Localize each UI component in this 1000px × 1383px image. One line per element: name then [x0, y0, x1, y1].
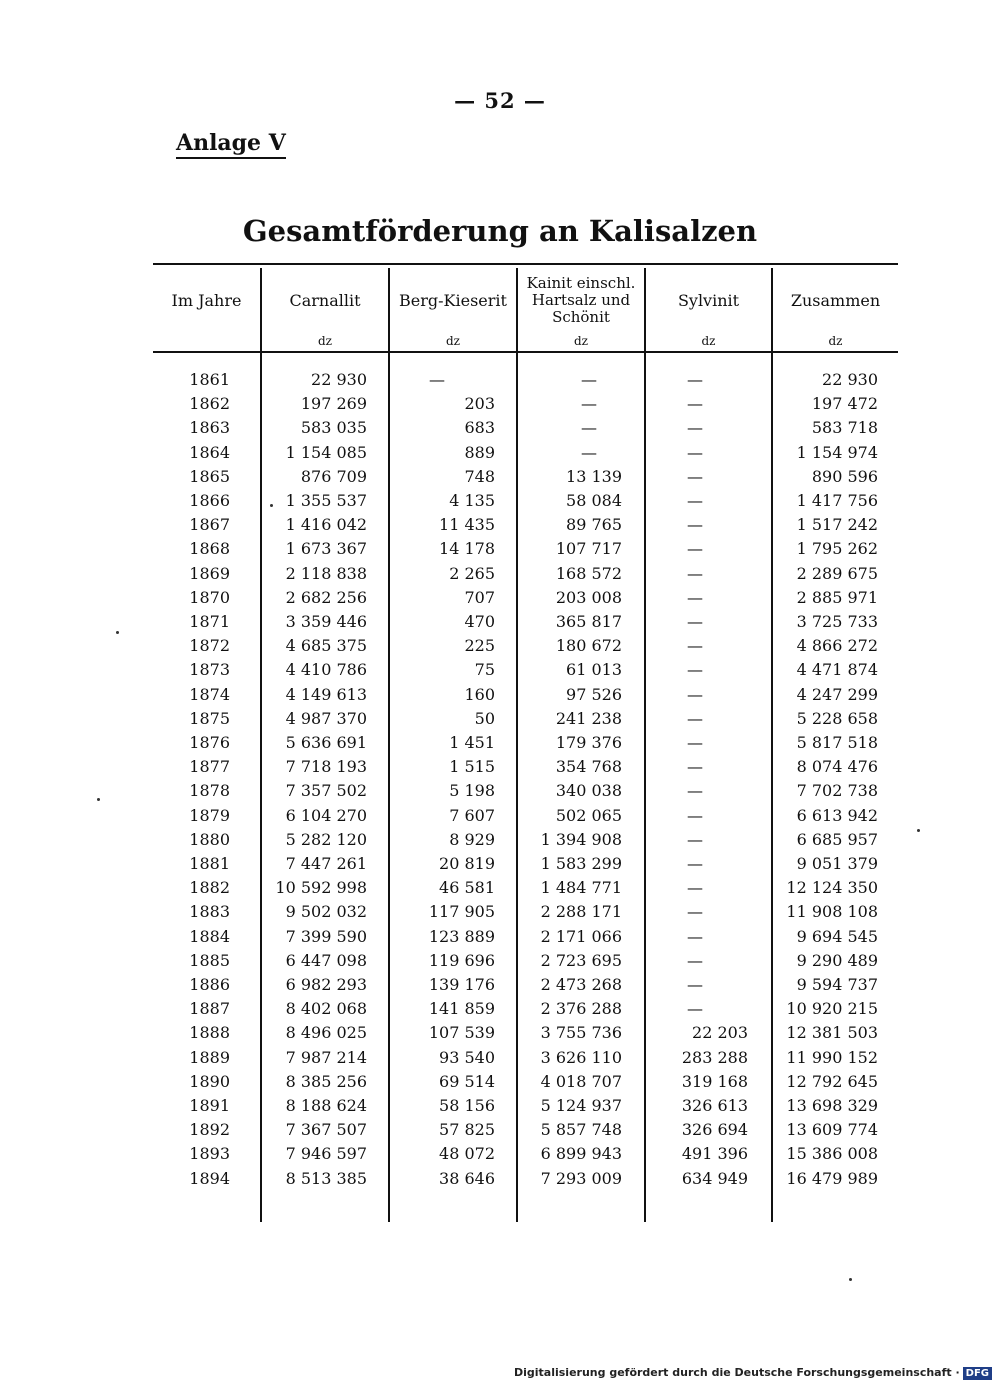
cell-kainit: 61 013 — [566, 660, 622, 680]
cell-zusammen: 2 885 971 — [796, 587, 878, 607]
cell-kainit: 107 717 — [555, 539, 622, 559]
table-row — [0, 1096, 1000, 1120]
appendix-label: Anlage V — [176, 130, 286, 159]
row-year: 1884 — [189, 926, 230, 946]
cell-bergkieserit: 748 — [464, 466, 495, 486]
cell-kainit: 180 672 — [555, 636, 622, 656]
table-row — [0, 830, 1000, 854]
cell-sylvinit: — — [687, 442, 703, 462]
cell-carnallit: 2 118 838 — [285, 563, 367, 583]
header-bergkieserit: Berg-Kieserit — [399, 290, 507, 310]
cell-zusammen: 2 289 675 — [796, 563, 878, 583]
cell-bergkieserit: 683 — [464, 418, 495, 438]
table-row — [0, 1048, 1000, 1072]
cell-bergkieserit: 48 072 — [439, 1144, 495, 1164]
cell-carnallit: 6 447 098 — [285, 950, 367, 970]
cell-zusammen: 6 685 957 — [796, 829, 878, 849]
cell-zusammen: 8 074 476 — [796, 757, 878, 777]
table-row — [0, 999, 1000, 1023]
cell-bergkieserit: 707 — [464, 587, 495, 607]
print-speck — [849, 1278, 852, 1281]
cell-zusammen: 10 920 215 — [786, 999, 878, 1019]
cell-kainit: 1 583 299 — [540, 854, 622, 873]
cell-zusammen: 13 698 329 — [786, 1096, 878, 1115]
table-row — [0, 394, 1000, 418]
cell-sylvinit: — — [687, 854, 703, 873]
cell-bergkieserit: 5 198 — [449, 781, 495, 801]
cell-bergkieserit: 470 — [464, 612, 495, 631]
table-title: Gesamtförderung an Kalisalzen — [242, 214, 758, 248]
unit-kainit: dz — [573, 334, 588, 348]
row-year: 1886 — [189, 975, 230, 994]
cell-zusammen: 11 990 152 — [786, 1047, 878, 1067]
cell-bergkieserit: — — [429, 370, 445, 389]
table-row — [0, 854, 1000, 878]
cell-sylvinit: — — [687, 999, 703, 1019]
cell-zusammen: 583 718 — [811, 418, 878, 438]
row-year: 1865 — [189, 466, 230, 486]
cell-zusammen: 4 866 272 — [796, 636, 878, 656]
cell-bergkieserit: 1 451 — [449, 733, 495, 752]
cell-carnallit: 7 987 214 — [285, 1047, 367, 1067]
row-year: 1869 — [189, 563, 230, 583]
unit-sylvinit: dz — [701, 334, 716, 348]
cell-carnallit: 7 946 597 — [285, 1144, 367, 1164]
cell-sylvinit: 326 694 — [681, 1120, 748, 1140]
unit-bergkieserit: dz — [445, 334, 460, 348]
cell-bergkieserit: 2 265 — [449, 563, 495, 583]
cell-kainit: — — [581, 418, 597, 438]
cell-kainit: 354 768 — [555, 757, 622, 777]
cell-bergkieserit: 225 — [464, 636, 495, 656]
header-kainit: Kainit einschl. Hartsalz und Schönit — [526, 273, 636, 326]
cell-carnallit: 7 718 193 — [285, 757, 367, 777]
cell-sylvinit: — — [687, 950, 703, 970]
row-year: 1864 — [189, 442, 230, 462]
cell-carnallit: 4 685 375 — [285, 636, 367, 656]
table-row — [0, 733, 1000, 757]
cell-sylvinit: — — [687, 660, 703, 680]
print-speck — [116, 631, 119, 634]
cell-bergkieserit: 38 646 — [439, 1168, 495, 1188]
row-year: 1868 — [189, 539, 230, 559]
cell-carnallit: 5 636 691 — [285, 733, 367, 752]
cell-zusammen: 15 386 008 — [786, 1144, 878, 1164]
cell-bergkieserit: 1 515 — [449, 757, 495, 777]
cell-kainit: — — [581, 442, 597, 462]
cell-carnallit: 8 402 068 — [285, 999, 367, 1019]
cell-bergkieserit: 123 889 — [428, 926, 495, 946]
cell-bergkieserit: 14 178 — [439, 539, 495, 559]
cell-sylvinit: — — [687, 466, 703, 486]
cell-sylvinit: — — [687, 612, 703, 631]
cell-kainit: 502 065 — [555, 805, 622, 825]
cell-kainit: 4 018 707 — [540, 1071, 622, 1091]
row-year: 1863 — [189, 418, 230, 438]
cell-bergkieserit: 139 176 — [428, 975, 495, 994]
cell-carnallit: 8 513 385 — [285, 1168, 367, 1188]
cell-zusammen: 1 795 262 — [796, 539, 878, 559]
cell-kainit: 2 171 066 — [540, 926, 622, 946]
cell-carnallit: 7 357 502 — [285, 781, 367, 801]
row-year: 1861 — [189, 370, 230, 389]
print-speck — [270, 504, 273, 507]
cell-carnallit: 7 367 507 — [285, 1120, 367, 1140]
table-row — [0, 515, 1000, 539]
cell-bergkieserit: 46 581 — [439, 878, 495, 898]
table-row — [0, 927, 1000, 951]
cell-bergkieserit: 203 — [464, 394, 495, 414]
cell-sylvinit: 319 168 — [681, 1071, 748, 1091]
footer-text: Digitalisierung gefördert durch die Deutsche Forschungsgemeinschaft · — [513, 1366, 960, 1379]
table-row — [0, 491, 1000, 515]
cell-kainit: 3 626 110 — [540, 1047, 622, 1067]
cell-carnallit: 6 982 293 — [285, 975, 367, 994]
cell-bergkieserit: 58 156 — [439, 1096, 495, 1115]
row-year: 1888 — [189, 1023, 230, 1043]
cell-sylvinit: — — [687, 587, 703, 607]
table-row — [0, 612, 1000, 636]
table-row — [0, 781, 1000, 805]
cell-sylvinit: — — [687, 708, 703, 728]
cell-carnallit: 1 154 085 — [285, 442, 367, 462]
cell-bergkieserit: 11 435 — [439, 515, 495, 535]
cell-kainit: 179 376 — [555, 733, 622, 752]
cell-sylvinit: — — [687, 902, 703, 922]
cell-zusammen: 7 702 738 — [796, 781, 878, 801]
table-row — [0, 467, 1000, 491]
cell-zusammen: 11 908 108 — [786, 902, 878, 922]
cell-zusammen: 16 479 989 — [786, 1168, 878, 1188]
cell-carnallit: 7 447 261 — [285, 854, 367, 873]
table-row — [0, 539, 1000, 563]
cell-zusammen: 13 609 774 — [786, 1120, 878, 1140]
print-speck — [917, 829, 920, 832]
cell-zusammen: 4 471 874 — [796, 660, 878, 680]
table-row — [0, 660, 1000, 684]
row-year: 1870 — [189, 587, 230, 607]
cell-carnallit: 876 709 — [300, 466, 367, 486]
cell-sylvinit: — — [687, 394, 703, 414]
cell-carnallit: 8 385 256 — [285, 1071, 367, 1091]
row-year: 1887 — [189, 999, 230, 1019]
row-year: 1874 — [189, 684, 230, 704]
cell-bergkieserit: 889 — [464, 442, 495, 462]
cell-sylvinit: — — [687, 757, 703, 777]
cell-sylvinit: — — [687, 370, 703, 389]
cell-sylvinit: — — [687, 684, 703, 704]
cell-bergkieserit: 57 825 — [439, 1120, 495, 1140]
header-sylvinit: Sylvinit — [677, 290, 740, 310]
cell-kainit: 203 008 — [555, 587, 622, 607]
row-year: 1894 — [189, 1168, 230, 1188]
cell-carnallit: 7 399 590 — [285, 926, 367, 946]
header-carnallit: Carnallit — [289, 290, 361, 310]
cell-kainit: 2 376 288 — [540, 999, 622, 1019]
cell-zusammen: 12 792 645 — [786, 1071, 878, 1091]
cell-sylvinit: 22 203 — [692, 1023, 748, 1043]
cell-sylvinit: 491 396 — [681, 1144, 748, 1164]
row-year: 1880 — [189, 829, 230, 849]
cell-kainit: — — [581, 370, 597, 389]
cell-sylvinit: — — [687, 539, 703, 559]
cell-carnallit: 4 987 370 — [285, 708, 367, 728]
row-year: 1878 — [189, 781, 230, 801]
row-year: 1875 — [189, 708, 230, 728]
cell-carnallit: 3 359 446 — [285, 612, 367, 631]
cell-kainit: 168 572 — [555, 563, 622, 583]
cell-kainit: 1 484 771 — [540, 878, 622, 898]
table-row — [0, 636, 1000, 660]
cell-sylvinit: 634 949 — [681, 1168, 748, 1188]
row-year: 1890 — [189, 1071, 230, 1091]
cell-zusammen: 1 517 242 — [796, 515, 878, 535]
table-top-rule — [153, 263, 898, 265]
table-row — [0, 951, 1000, 975]
header-zusammen: Zusammen — [790, 290, 881, 310]
cell-kainit: 5 124 937 — [540, 1096, 622, 1115]
cell-kainit: 2 288 171 — [540, 902, 622, 922]
table-row — [0, 1144, 1000, 1168]
row-year: 1891 — [189, 1096, 230, 1115]
unit-carnallit: dz — [317, 334, 332, 348]
cell-bergkieserit: 107 539 — [428, 1023, 495, 1043]
cell-zusammen: 1 417 756 — [796, 491, 878, 510]
cell-bergkieserit: 160 — [464, 684, 495, 704]
cell-carnallit: 197 269 — [300, 394, 367, 414]
table-row — [0, 1169, 1000, 1193]
cell-sylvinit: — — [687, 975, 703, 994]
cell-kainit: 1 394 908 — [540, 829, 622, 849]
cell-carnallit: 2 682 256 — [285, 587, 367, 607]
cell-carnallit: 22 930 — [311, 370, 367, 389]
cell-kainit: 6 899 943 — [540, 1144, 622, 1164]
cell-sylvinit: — — [687, 781, 703, 801]
cell-carnallit: 5 282 120 — [285, 829, 367, 849]
cell-sylvinit: — — [687, 418, 703, 438]
cell-kainit: 2 473 268 — [540, 975, 622, 994]
cell-bergkieserit: 4 135 — [449, 491, 495, 510]
row-year: 1876 — [189, 733, 230, 752]
row-year: 1873 — [189, 660, 230, 680]
page-number: — 52 — — [454, 88, 546, 113]
table-row — [0, 1120, 1000, 1144]
print-speck — [97, 798, 100, 801]
cell-bergkieserit: 93 540 — [439, 1047, 495, 1067]
row-year: 1889 — [189, 1047, 230, 1067]
cell-carnallit: 4 410 786 — [285, 660, 367, 680]
cell-sylvinit: — — [687, 878, 703, 898]
cell-sylvinit: 326 613 — [681, 1096, 748, 1115]
table-row — [0, 757, 1000, 781]
row-year: 1866 — [189, 491, 230, 510]
table-row — [0, 709, 1000, 733]
table-row — [0, 685, 1000, 709]
cell-bergkieserit: 50 — [474, 708, 495, 728]
table-row — [0, 902, 1000, 926]
table-row — [0, 975, 1000, 999]
row-year: 1867 — [189, 515, 230, 535]
table-row — [0, 806, 1000, 830]
cell-sylvinit: — — [687, 515, 703, 535]
cell-carnallit: 8 188 624 — [285, 1096, 367, 1115]
table-row — [0, 443, 1000, 467]
cell-zusammen: 9 694 545 — [796, 926, 878, 946]
cell-kainit: 89 765 — [566, 515, 622, 535]
table-row — [0, 878, 1000, 902]
cell-bergkieserit: 69 514 — [439, 1071, 495, 1091]
cell-sylvinit: — — [687, 636, 703, 656]
cell-zusammen: 890 596 — [811, 466, 878, 486]
cell-kainit: 97 526 — [566, 684, 622, 704]
row-year: 1877 — [189, 757, 230, 777]
dfg-logo: DFG — [963, 1367, 992, 1380]
cell-zusammen: 12 124 350 — [786, 878, 878, 898]
cell-sylvinit: — — [687, 491, 703, 510]
cell-kainit: 3 755 736 — [540, 1023, 622, 1043]
row-year: 1893 — [189, 1144, 230, 1164]
table-header-rule — [153, 351, 898, 353]
table-row — [0, 588, 1000, 612]
table-row — [0, 564, 1000, 588]
row-year: 1862 — [189, 394, 230, 414]
cell-carnallit: 10 592 998 — [275, 878, 367, 898]
cell-kainit: 5 857 748 — [540, 1120, 622, 1140]
row-year: 1879 — [189, 805, 230, 825]
cell-zusammen: 9 594 737 — [796, 975, 878, 994]
cell-kainit: — — [581, 394, 597, 414]
cell-zusammen: 9 051 379 — [796, 854, 878, 873]
cell-kainit: 7 293 009 — [540, 1168, 622, 1188]
unit-zusammen: dz — [828, 334, 843, 348]
footer-credit — [514, 1366, 992, 1380]
cell-sylvinit: — — [687, 926, 703, 946]
cell-carnallit: 1 673 367 — [285, 539, 367, 559]
cell-kainit: 58 084 — [566, 491, 622, 510]
cell-sylvinit: — — [687, 733, 703, 752]
cell-carnallit: 8 496 025 — [285, 1023, 367, 1043]
row-year: 1882 — [189, 878, 230, 898]
cell-carnallit: 1 355 537 — [285, 491, 367, 510]
cell-bergkieserit: 119 696 — [428, 950, 495, 970]
cell-bergkieserit: 20 819 — [439, 854, 495, 873]
header-year: Im Jahre — [171, 290, 242, 310]
cell-kainit: 241 238 — [555, 708, 622, 728]
row-year: 1881 — [189, 854, 230, 873]
cell-carnallit: 1 416 042 — [285, 515, 367, 535]
cell-kainit: 340 038 — [555, 781, 622, 801]
table-row — [0, 418, 1000, 442]
row-year: 1892 — [189, 1120, 230, 1140]
row-year: 1872 — [189, 636, 230, 656]
cell-sylvinit: 283 288 — [681, 1047, 748, 1067]
cell-sylvinit: — — [687, 563, 703, 583]
cell-zusammen: 12 381 503 — [786, 1023, 878, 1043]
cell-sylvinit: — — [687, 829, 703, 849]
cell-bergkieserit: 75 — [474, 660, 495, 680]
row-year: 1883 — [189, 902, 230, 922]
cell-bergkieserit: 141 859 — [428, 999, 495, 1019]
cell-bergkieserit: 117 905 — [428, 902, 495, 922]
cell-zusammen: 22 930 — [822, 370, 878, 389]
cell-kainit: 365 817 — [555, 612, 622, 631]
row-year: 1885 — [189, 950, 230, 970]
cell-zusammen: 9 290 489 — [796, 950, 878, 970]
row-year: 1871 — [189, 612, 230, 631]
cell-carnallit: 583 035 — [300, 418, 367, 438]
table-row — [0, 370, 1000, 394]
cell-zusammen: 5 817 518 — [796, 733, 878, 752]
cell-carnallit: 4 149 613 — [285, 684, 367, 704]
cell-kainit: 13 139 — [566, 466, 622, 486]
cell-bergkieserit: 7 607 — [449, 805, 495, 825]
cell-zusammen: 5 228 658 — [796, 708, 878, 728]
table-row — [0, 1023, 1000, 1047]
cell-bergkieserit: 8 929 — [449, 829, 495, 849]
cell-zusammen: 4 247 299 — [796, 684, 878, 704]
cell-sylvinit: — — [687, 805, 703, 825]
cell-zusammen: 1 154 974 — [796, 442, 878, 462]
cell-kainit: 2 723 695 — [540, 950, 622, 970]
cell-carnallit: 6 104 270 — [285, 805, 367, 825]
table-row — [0, 1072, 1000, 1096]
cell-zusammen: 3 725 733 — [796, 612, 878, 631]
cell-carnallit: 9 502 032 — [285, 902, 367, 922]
cell-zusammen: 197 472 — [811, 394, 878, 414]
cell-zusammen: 6 613 942 — [796, 805, 878, 825]
